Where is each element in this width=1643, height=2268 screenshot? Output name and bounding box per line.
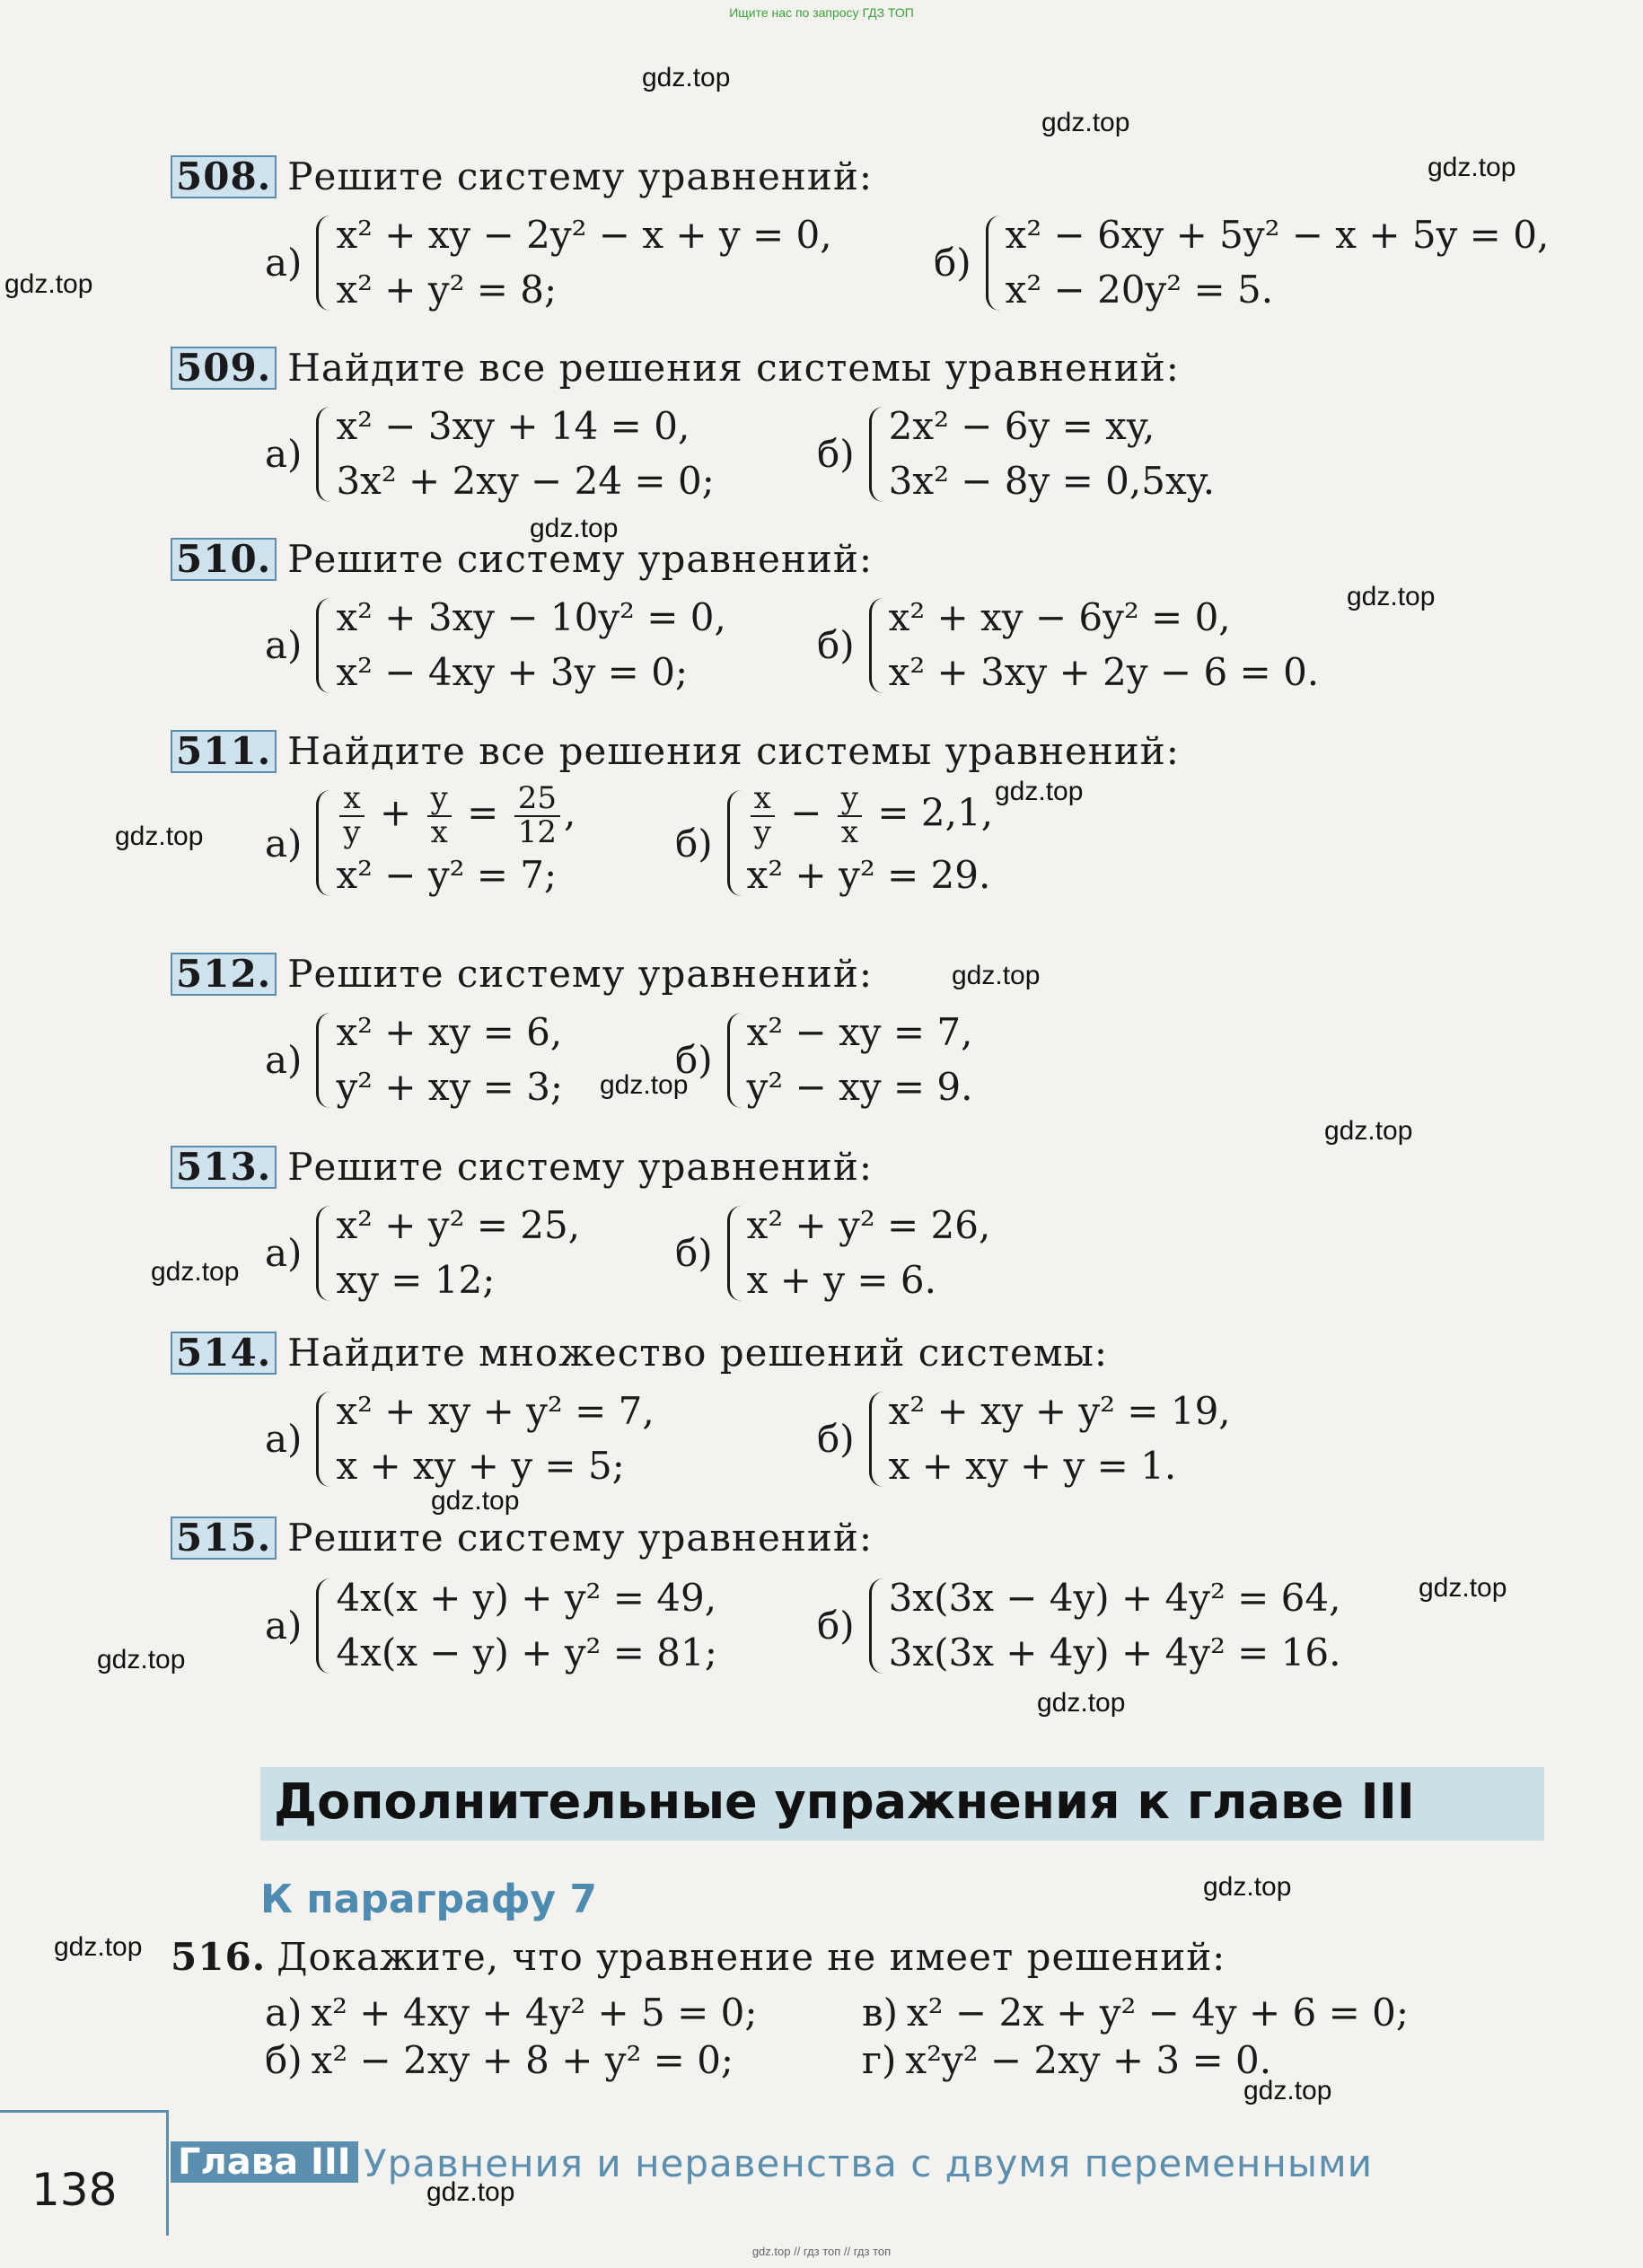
equation: 4x(x + y) + y² = 49, [336, 1576, 717, 1620]
watermark: gdz.top [1428, 153, 1516, 182]
equation-system [311, 780, 576, 903]
footer-divider [0, 2110, 169, 2113]
equation: x² − 2x + y² − 4y + 6 = 0; [907, 1991, 1410, 2035]
fraction: $\frac{x}{y}$ [751, 783, 775, 848]
equation: x² − 2xy + 8 + y² = 0; [311, 2038, 734, 2082]
exercise-number: 515. [171, 1516, 277, 1560]
equation: 4x(x − y) + y² = 81; [336, 1630, 717, 1675]
exercise-514-part-b [817, 1385, 1231, 1494]
equation: x² + xy − 2y² − x + y = 0, [336, 213, 832, 257]
equation: y² − xy = 9. [746, 1064, 973, 1109]
equation-system [722, 1006, 973, 1115]
watermark: gdz.top [642, 63, 731, 92]
exercise-515-part-a [265, 1571, 717, 1681]
part-label: в) [862, 1991, 899, 2035]
watermark: gdz.top [1419, 1573, 1507, 1603]
part-label: б) [817, 623, 855, 668]
equation: x + y = 6. [746, 1257, 936, 1302]
exercise-512-part-a [265, 1006, 563, 1115]
equation: x² − 20y² = 5. [1005, 267, 1274, 312]
equation: x² + xy + y² = 19, [888, 1389, 1231, 1433]
exercise-515-heading [171, 1516, 873, 1560]
watermark: gdz.top [600, 1070, 689, 1100]
equation-system [980, 208, 1550, 318]
exercise-text: Решите систему уравнений: [287, 1145, 874, 1189]
exercise-text: Решите систему уравнений: [287, 1516, 874, 1560]
watermark: gdz.top [4, 269, 93, 299]
part-label: а) [265, 1038, 303, 1083]
equation: x² − xy = 7, [746, 1010, 973, 1054]
exercise-text: Решите систему уравнений: [287, 537, 874, 581]
watermark: gdz.top [54, 1932, 143, 1962]
watermark: gdz.top [151, 1257, 240, 1287]
equation: x² − y² = 7; [336, 853, 558, 898]
equation-system [311, 400, 714, 509]
exercise-509-heading [171, 346, 1180, 390]
watermark: gdz.top [1324, 1116, 1413, 1146]
equation: x² − 4xy + 3y = 0; [336, 649, 689, 694]
equation: 3x² − 8y = 0,5xy. [888, 458, 1216, 503]
exercise-513-heading [171, 1145, 873, 1189]
equation: x + xy + y = 5; [336, 1443, 625, 1488]
exercise-508-part-b [934, 208, 1549, 318]
equation: 3x² + 2xy − 24 = 0; [336, 458, 715, 503]
exercise-513-part-a [265, 1199, 580, 1308]
exercise-text: Решите систему уравнений: [287, 154, 874, 198]
equation: $\frac{x}{y}$ + $\frac{y}{x}$ = $\frac{25}{12}$ , [336, 783, 575, 848]
equation: 3x(3x + 4y) + 4y² = 16. [888, 1630, 1341, 1675]
exercise-text: Найдите все решения системы уравнений: [287, 346, 1180, 390]
watermark: gdz.top [995, 777, 1084, 806]
exercise-number: 508. [171, 155, 277, 198]
equation-system [864, 591, 1319, 700]
equation: x + xy + y = 1. [888, 1443, 1177, 1488]
page-number: 138 [31, 2164, 118, 2216]
equation: x² + y² = 29. [746, 853, 991, 898]
watermark: gdz.top [952, 961, 1041, 990]
watermark: gdz.top [530, 514, 619, 543]
equation-system [311, 1006, 563, 1115]
exercise-511-part-b [675, 780, 994, 903]
exercise-511-heading [171, 729, 1180, 773]
exercise-number: 514. [171, 1332, 277, 1375]
chapter-title: Уравнения и неравенства с двумя переменными [364, 2141, 1373, 2185]
part-label: г) [862, 2038, 897, 2082]
watermark: gdz.top [1041, 108, 1130, 137]
exercise-512-part-b [675, 1006, 973, 1115]
equation: x² + 4xy + 4y² + 5 = 0; [311, 1991, 758, 2035]
exercise-number: 516. [171, 1935, 267, 1979]
part-label: а) [265, 241, 303, 286]
equation: x² + y² = 26, [746, 1203, 991, 1247]
exercise-509-part-a [265, 400, 715, 509]
watermark: gdz.top [115, 822, 204, 851]
equation-system [722, 1199, 991, 1308]
exercise-number: 510. [171, 538, 277, 581]
equation-system [864, 1385, 1231, 1494]
fraction: $\frac{x}{y}$ [339, 783, 364, 848]
equation-system [864, 1571, 1341, 1681]
equation-system [311, 1571, 716, 1681]
part-label: а) [265, 1417, 303, 1462]
chapter-badge: Глава III [171, 2141, 358, 2183]
part-label: б) [817, 1604, 855, 1648]
equation: x² + y² = 8; [336, 267, 558, 312]
equation: $\frac{x}{y}$ − $\frac{y}{x}$ = 2,1, [747, 783, 993, 848]
equation: x² + 3xy + 2y − 6 = 0. [888, 649, 1320, 694]
exercise-516-part-g [862, 2036, 1271, 2086]
part-label: а) [265, 432, 303, 477]
exercise-516-part-b [265, 2036, 734, 2086]
fraction: $\frac{25}{12}$ [514, 783, 560, 848]
exercise-number: 511. [171, 730, 277, 773]
watermark: gdz.top [1037, 1688, 1126, 1718]
watermark: gdz.top [1243, 2076, 1332, 2105]
equation: y² + xy = 3; [336, 1064, 564, 1109]
part-label: а) [265, 1991, 303, 2035]
exercise-509-part-b [817, 400, 1215, 509]
equation-system [311, 1199, 580, 1308]
part-label: а) [265, 1231, 303, 1276]
part-label: а) [265, 821, 303, 866]
fraction: $\frac{y}{x}$ [838, 783, 862, 848]
watermark: gdz.top [426, 2177, 515, 2207]
part-label: а) [265, 623, 303, 668]
exercise-number: 509. [171, 347, 277, 390]
exercise-number: 512. [171, 953, 277, 996]
equation: x² + xy + y² = 7, [336, 1389, 655, 1433]
part-label: б) [675, 1231, 713, 1276]
equation: x² − 6xy + 5y² − x + 5y = 0, [1005, 213, 1550, 257]
fraction: $\frac{y}{x}$ [427, 783, 452, 848]
equation: x² + y² = 25, [336, 1203, 581, 1247]
exercise-510-part-a [265, 591, 726, 700]
watermark: gdz.top [97, 1645, 186, 1675]
exercise-516-part-v [862, 1989, 1409, 2038]
exercise-513-part-b [675, 1199, 990, 1308]
equation: 3x(3x − 4y) + 4y² = 64, [888, 1576, 1341, 1620]
exercise-510-heading [171, 537, 873, 581]
part-label: б) [817, 1417, 855, 1462]
footer-divider [166, 2110, 169, 2236]
watermark: gdz.top [431, 1486, 520, 1516]
part-label: б) [934, 241, 971, 286]
part-label: б) [675, 1038, 713, 1083]
equation: x² + xy = 6, [336, 1010, 563, 1054]
exercise-512-heading [171, 952, 873, 996]
equation-system [311, 1385, 654, 1494]
exercise-514-heading [171, 1331, 1108, 1375]
exercise-516-heading [171, 1935, 1226, 1979]
paragraph-title: К параграфу 7 [260, 1877, 598, 1922]
top-note: Ищите нас по запросу ГДЗ ТОП [729, 5, 914, 20]
exercise-text: Докажите, что уравнение не имеет решений: [277, 1935, 1226, 1979]
equation: xy = 12; [336, 1257, 496, 1302]
exercise-text: Найдите все решения системы уравнений: [287, 729, 1180, 773]
exercise-508-heading [171, 154, 873, 198]
exercise-516-part-a [265, 1989, 758, 2038]
watermark: gdz.top [1203, 1872, 1292, 1902]
equation-system [722, 780, 994, 903]
exercise-515-part-b [817, 1571, 1340, 1681]
equation-system [864, 400, 1215, 509]
exercise-number: 513. [171, 1146, 277, 1189]
equation-system [311, 591, 725, 700]
equation: x² − 3xy + 14 = 0, [336, 404, 690, 448]
exercise-508-part-a [265, 208, 832, 318]
part-label: а) [265, 1604, 303, 1648]
part-label: б) [817, 432, 855, 477]
exercise-514-part-a [265, 1385, 655, 1494]
section-title: Дополнительные упражнения к главе III [274, 1773, 1415, 1830]
equation: 2x² − 6y = xy, [888, 404, 1155, 448]
equation: x² + xy − 6y² = 0, [888, 595, 1231, 639]
exercise-text: Решите систему уравнений: [287, 952, 874, 996]
bottom-note: gdz.top // гдз топ // гдз топ [751, 2245, 892, 2258]
equation: x²y² − 2xy + 3 = 0. [905, 2038, 1272, 2082]
exercise-511-part-a [265, 780, 576, 903]
watermark: gdz.top [1347, 582, 1436, 611]
equation: x² + 3xy − 10y² = 0, [336, 595, 726, 639]
exercise-text: Найдите множество решений системы: [287, 1331, 1109, 1375]
exercise-510-part-b [817, 591, 1319, 700]
part-label: б) [265, 2038, 303, 2082]
part-label: б) [675, 821, 713, 866]
equation-system [311, 208, 831, 318]
